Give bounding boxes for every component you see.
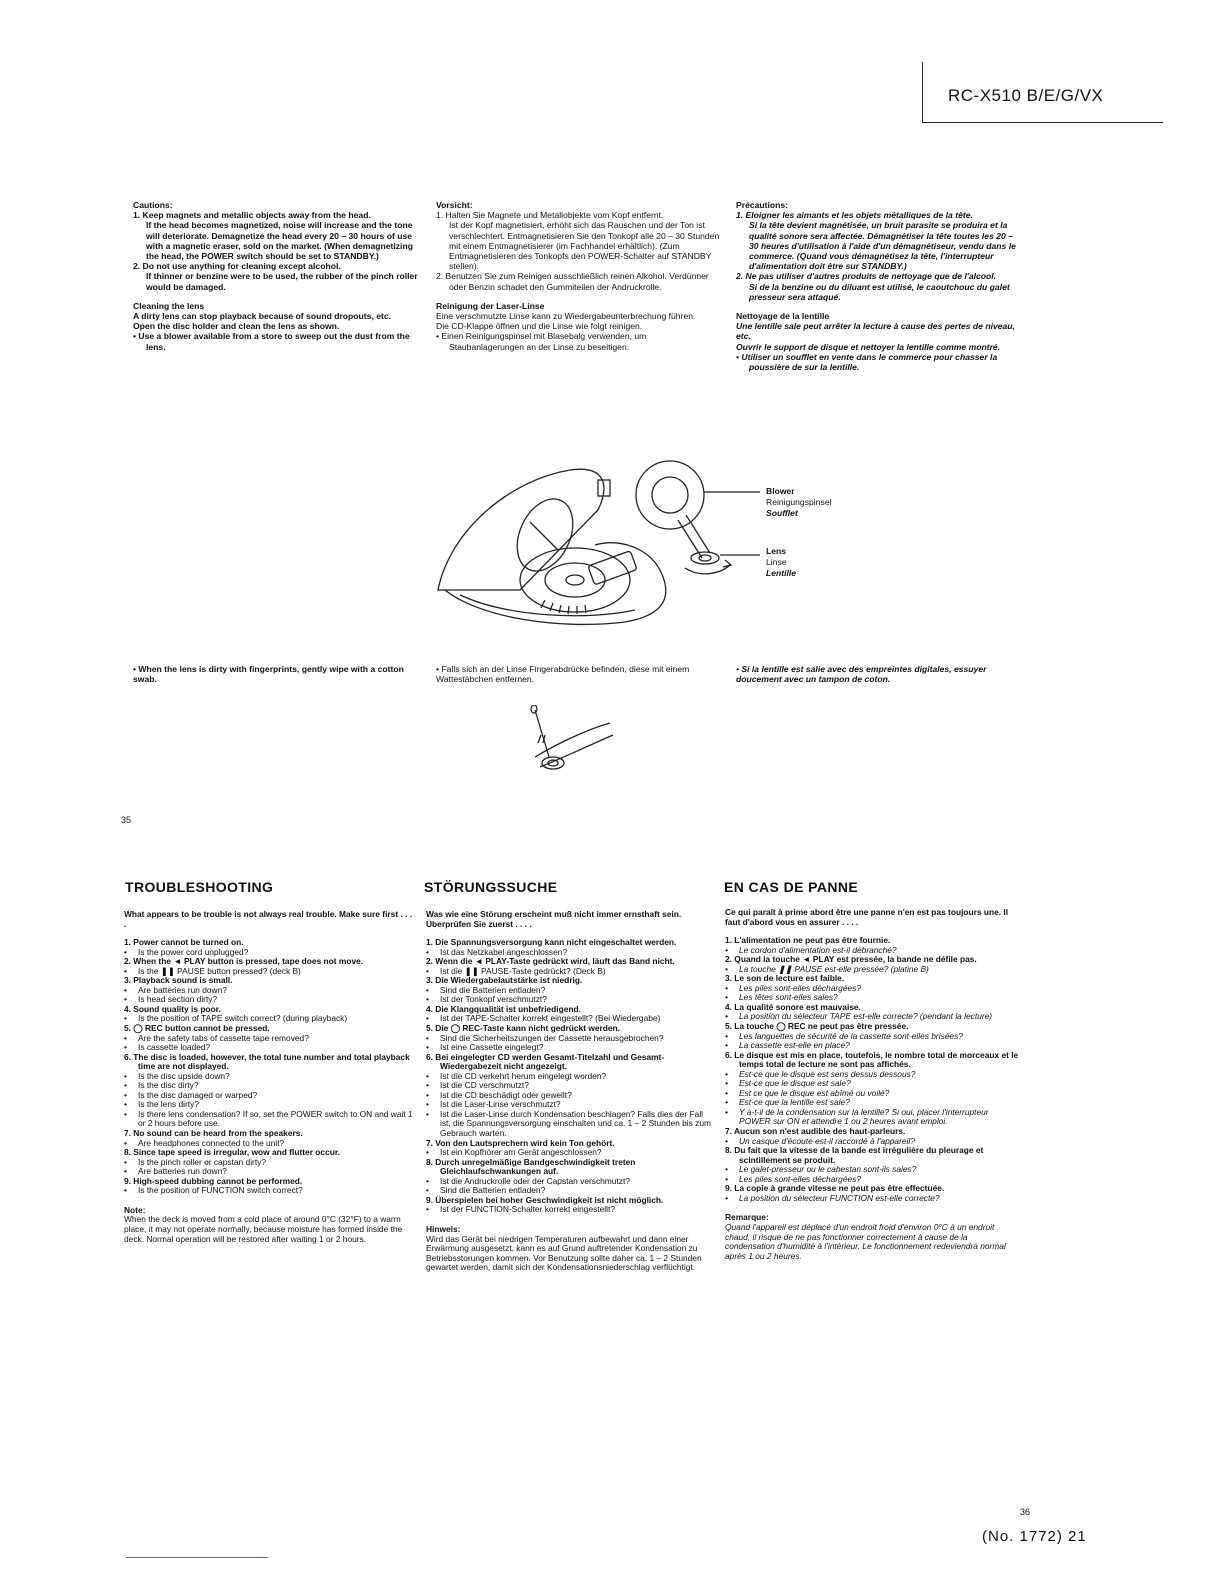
cotton-swab-illustration — [525, 705, 615, 775]
lens-label-en: Lens — [766, 546, 787, 556]
caution-item-1-detail-fr: Si la tête devient magnétisée, un bruit parasite se produira et la qualité sonore sera affectée. Démagnétiser la tête toutes les 20 – 30 heures d'utilisation à l'aide d'un démagnétiseur, vendu dans le commerce. (Quand vous démagnétisez la tête, l'interrupteur d'alimentation doit être sur STANDBY.) — [749, 220, 1016, 272]
trouble-check: • La touche ❚❚ PAUSE est-elle pressée? (platine B) — [725, 965, 1019, 975]
note-text-en: When the deck is moved from a cold place of around 0°C (32°F) to a warm place, it may not operate normally, because moisture has formed inside the deck. Normal operation will be restored after waiting 1 or 2 hours. — [124, 1214, 403, 1244]
trouble-symptom: 7. No sound can be heard from the speakers. — [124, 1128, 303, 1139]
caution-item-2-de: 2. Benutzen Sie zum Reinigen ausschließlich reinen Alkohol. Verdünner oder Benzin schadet den Gummiteilen der Andruckrolle. — [436, 271, 709, 292]
trouble-check: • Is the position of TAPE switch correct? (during playback) — [124, 1014, 414, 1024]
trouble-check: • Ist der TAPE-Schalter korrekt eingestellt? (Bei Wiedergabe) — [426, 1014, 716, 1024]
trouble-check: • Ist die Laser-Linse durch Kondensation beschlagen? Falls dies der Fall ist, die Spannungsversorgung einschalten und ca. 1 – 2 Stunden bis zum Gebrauch warten. — [426, 1110, 716, 1139]
trouble-check: • Y a-t-il de la condensation sur la lentille? Si oui, placer l'interrupteur POWER sur ON et attendre 1 ou 2 heures avant emploi. — [725, 1108, 1019, 1127]
caution-item-2-detail-en: If thinner or benzine were to be used, the rubber of the pinch roller would be damaged. — [146, 271, 418, 292]
trouble-check: • Les languettes de sécurité de la cassette sont-elles brisées? — [725, 1032, 1019, 1042]
note-title-de: Hinweis: — [426, 1223, 461, 1234]
trouble-check: • Is there lens condensation? If so, set the POWER switch to ON and wait 1 or 2 hours before use. — [124, 1110, 414, 1129]
trouble-check: • Ist eine Cassette eingelegt? — [426, 1043, 716, 1053]
trouble-check: • Is cassette loaded? — [124, 1043, 414, 1053]
trouble-check: • Ist der Tonkopf verschmutzt? — [426, 995, 716, 1005]
trouble-check: • La position du sélecteur FUNCTION est-elle correcte? — [725, 1194, 1019, 1204]
trouble-symptom: 2. When the ◄ PLAY button is pressed, tape does not move. — [124, 956, 364, 967]
troubleshooting-intro-fr: Ce qui paraît à prime abord être une panne n'en est pas toujours une. Il faut d'abord vous en assurer . . . . — [725, 907, 1009, 927]
trouble-symptom: 5. Die ◯ REC-Taste kann nicht gedrückt werden. — [426, 1023, 620, 1034]
trouble-check: • Est-ce que le disque est sens dessus dessous? — [725, 1070, 1019, 1080]
fingerprint-note-en: • When the lens is dirty with fingerprints, gently wipe with a cotton swab. — [133, 664, 404, 685]
page-number-left: 35 — [121, 815, 132, 825]
blower-label-fr: Soufflet — [766, 508, 798, 518]
troubleshooting-de — [426, 910, 716, 1273]
trouble-check: • Est ce que le disque est abîmé ou voilé? — [725, 1089, 1019, 1099]
trouble-check: • Un casque d'écoute est-il raccordé à l'appareil? — [725, 1137, 1019, 1147]
trouble-symptom: 2. Quand la touche ◄ PLAY est pressée, la bande ne défile pas. — [725, 954, 977, 965]
trouble-check: • Are the safety tabs of cassette tape removed? — [124, 1034, 414, 1044]
caution-item-1-fr: 1. Eloigner les aimants et les objets métalliques de la tête. — [736, 210, 973, 221]
troubleshooting-title-fr: EN CAS DE PANNE — [724, 879, 859, 895]
trouble-check: • Are headphones connected to the unit? — [124, 1139, 414, 1149]
trouble-check: • Is the disc dirty? — [124, 1081, 414, 1091]
lens-text-1-en: A dirty lens can stop playback because of sound dropouts, etc. — [133, 311, 392, 322]
trouble-symptom: 1. Power cannot be turned on. — [124, 937, 244, 948]
trouble-symptom: 4. Die Klangqualität ist unbefriedigend. — [426, 1003, 581, 1014]
footer-rule — [126, 1557, 268, 1558]
trouble-check: • Est-ce que le disque est sale? — [725, 1079, 1019, 1089]
trouble-check: • Ist die Andruckrolle oder der Capstan verschmutzt? — [426, 1177, 716, 1187]
trouble-check: • Ist die CD verschmutzt? — [426, 1081, 716, 1091]
trouble-symptom: 4. La qualité sonore est mauvaise. — [725, 1001, 861, 1012]
trouble-symptom: 3. Die Wiedergabelautstärke ist niedrig. — [426, 975, 583, 986]
lens-text-1-fr: Une lentille sale peut arrêter la lecture à cause des pertes de niveau, etc. — [736, 321, 1015, 342]
trouble-symptom: 3. Playback sound is small. — [124, 975, 233, 986]
trouble-check: • Are batteries run down? — [124, 1167, 414, 1177]
trouble-check: • Is the disc damaged or warped? — [124, 1091, 414, 1101]
trouble-symptom: 1. Die Spannungsversorgung kann nicht eingeschaltet werden. — [426, 937, 677, 948]
trouble-check: • Ist der FUNCTION-Schalter korrekt eingestellt? — [426, 1205, 716, 1215]
lens-text-2-de: Die CD-Klappe öffnen und die Linse wie folgt reinigen. — [436, 321, 643, 332]
troubleshooting-fr — [725, 908, 1019, 1261]
trouble-check: • Is the disc upside down? — [124, 1072, 414, 1082]
trouble-check: • Is the power cord unplugged? — [124, 948, 414, 958]
troubleshooting-title-de: STÖRUNGSSUCHE — [424, 879, 558, 895]
trouble-check: • La position du sélecteur TAPE est-elle correcte? (pendant la lecture) — [725, 1012, 1019, 1022]
trouble-check: • Est-ce que la lentille est sale? — [725, 1098, 1019, 1108]
lens-label-de: Linse — [766, 557, 787, 567]
trouble-symptom: 9. Überspielen bei hoher Geschwindigkeit ist nicht möglich. — [426, 1194, 664, 1205]
blower-label-de: Reinigungspinsel — [766, 497, 832, 507]
page-number-right: 36 — [1020, 1507, 1031, 1517]
trouble-check: • Sind die Batterien entladen? — [426, 986, 716, 996]
caution-item-1-en: 1. Keep magnets and metallic objects away from the head. — [133, 210, 371, 221]
cautions-title-fr: Précautions: — [736, 200, 789, 210]
lens-text-3-en: • Use a blower available from a store to sweep out the dust from the lens. — [133, 331, 410, 352]
cautions-title-en: Cautions: — [133, 200, 173, 210]
fingerprint-note-fr: • Si la lentille est salie avec des empreintes digitales, essuyer doucement avec un tampon de coton. — [736, 664, 987, 685]
trouble-symptom: 6. The disc is loaded, however, the total tune number and total playback time are not displayed. — [124, 1051, 410, 1072]
lens-text-3-de: • Einen Reinigungspinsel mit Blasebalg verwenden, um Staubanlagerungen an der Linse zu beseitigen. — [436, 331, 647, 352]
trouble-check: • Sind die Batterien entladen? — [426, 1186, 716, 1196]
caution-item-2-en: 2. Do not use anything for cleaning except alcohol. — [133, 261, 341, 272]
lens-text-3-fr: • Utiliser un soufflet en vente dans le commerce pour chasser la poussière de sur la lentille. — [736, 351, 998, 373]
trouble-symptom: 9. La copie à grande vitesse ne peut pas être effectuée. — [725, 1183, 945, 1194]
lens-title-de: Reinigung der Laser-Linse — [436, 300, 545, 311]
trouble-symptom: 9. High-speed dubbing cannot be performed. — [124, 1175, 303, 1186]
cautions-title-de: Vorsicht: — [436, 200, 473, 210]
fingerprint-note-de: • Falls sich an der Linse Fingerabdrücke befinden, diese mit einem Wattestäbchen entfernen. — [436, 664, 690, 685]
trouble-symptom: 6. Bei eingelegter CD werden Gesamt-Titelzahl und Gesamt-Wiedergabezeit nicht angezeigt. — [426, 1051, 665, 1072]
trouble-check: • Le galet-presseur ou le cabestan sont-ils sales? — [725, 1165, 1019, 1175]
caution-item-1-de: 1. Halten Sie Magnete und Metallobjekte vom Kopf entfernt. — [436, 210, 664, 221]
lens-text-2-en: Open the disc holder and clean the lens as shown. — [133, 321, 340, 332]
lens-label-fr: Lentille — [766, 568, 797, 578]
trouble-symptom: 5. ◯ REC button cannot be pressed. — [124, 1023, 270, 1034]
lens-title-en: Cleaning the lens — [133, 300, 205, 311]
note-text-fr: Quand l'appareil est déplacé d'un endroit froid d'environ 0°C à un endroit chaud, il risque de ne pas fonctionner correctement à cause de la condensation d'humidité à l'intérieur. Le fonctionnement redeviendra normal après 1 ou 2 heures. — [725, 1221, 1006, 1261]
trouble-check: • Ist die CD verkehrt herum eingelegt worden? — [426, 1072, 716, 1082]
troubleshooting-en — [124, 910, 414, 1244]
trouble-check: • Ist die Laser-Linse verschmutzt? — [426, 1100, 716, 1110]
trouble-check: • Is head section dirty? — [124, 995, 414, 1005]
trouble-symptom: 8. Durch unregelmäßige Bandgeschwindigkeit treten Gleichlaufschwankungen auf. — [426, 1156, 636, 1177]
trouble-symptom: 8. Since tape speed is irregular, wow and flutter occur. — [124, 1147, 340, 1158]
trouble-check: • Is the lens dirty? — [124, 1100, 414, 1110]
trouble-check: • Is the ❚❚ PAUSE button pressed? (deck B) — [124, 967, 414, 977]
document-number: (No. 1772) 21 — [982, 1528, 1087, 1545]
trouble-check: • Ist das Netzkabel angeschlossen? — [426, 948, 716, 958]
trouble-check: • Les piles sont-elles déchargées? — [725, 1175, 1019, 1185]
trouble-check: • Sind die Sicherheitszungen der Cassette herausgebrochen? — [426, 1034, 716, 1044]
caution-item-1-detail-de: Ist der Kopf magnetisiert, erhöht sich das Rauschen und der Ton ist verschlechtert. Entmagnetisieren Sie den Tonkopf alle 20 – 30 Stunden mit einem Entmagnetisierer (im Fachhandel erhältlich). (Zum Entmagnetisieren des Tonkopfs den POWER-Schalter auf STANDBY stellen). — [449, 220, 720, 272]
cautions-en — [133, 200, 421, 352]
trouble-check: • Le cordon d'alimentation est-il débranché? — [725, 946, 1019, 956]
model-number: RC-X510 B/E/G/VX — [948, 86, 1104, 105]
troubleshooting-intro-de: Was wie eine Störung erscheint muß nicht immer ernsthaft sein. Überprüfen Sie zuerst . . . . — [426, 909, 682, 929]
trouble-check: • Are batteries run down? — [124, 986, 414, 996]
trouble-symptom: 2. Wenn die ◄ PLAY-Taste gedrückt wird, läuft das Band nicht. — [426, 956, 675, 967]
caution-item-2-fr: 2. Ne pas utiliser d'autres produits de nettoyage que de l'alcool. — [736, 271, 997, 282]
cd-cleaning-illustration — [420, 440, 770, 650]
troubleshooting-list-de — [426, 938, 716, 1215]
troubleshooting-list-fr — [725, 936, 1019, 1203]
caution-item-2-detail-fr: Si de la benzine ou du diluant est utilisé, le caoutchouc du galet presseur sera attaqué. — [749, 281, 1010, 302]
cautions-de — [436, 200, 722, 352]
trouble-symptom: 3. Le son de lecture est faible. — [725, 973, 845, 984]
trouble-symptom: 1. L'alimentation ne peut pas être fournie. — [725, 935, 891, 946]
trouble-check: • Les têtes sont-elles sales? — [725, 993, 1019, 1003]
trouble-symptom: 7. Von den Lautsprechern wird kein Ton gehört. — [426, 1137, 615, 1148]
trouble-symptom: 6. Le disque est mis en place, toutefois, le nombre total de morceaux et le temps total de lecture ne sont pas affichés. — [725, 1049, 1019, 1070]
trouble-check: • La cassette est-elle en place? — [725, 1041, 1019, 1051]
troubleshooting-title-en: TROUBLESHOOTING — [125, 879, 274, 895]
trouble-check: • Ist ein Kopfhörer am Gerät angeschlossen? — [426, 1148, 716, 1158]
lens-text-1-de: Eine verschmutzte Linse kann zu Wiedergabeunterbrechung führen. — [436, 311, 696, 322]
troubleshooting-list-en — [124, 938, 414, 1196]
trouble-symptom: 8. Du fait que la vitesse de la bande est irrégulière du pleurage et scintillement se produit. — [725, 1145, 984, 1165]
lens-title-fr: Nettoyage de la lentille — [736, 311, 830, 322]
trouble-symptom: 7. Aucun son n'est audible des haut-parleurs. — [725, 1126, 906, 1137]
note-text-de: Wird das Gerät bei niedrigen Temperaturen aufbewahrt und dann einer Erwärmung ausgesetzt, kann es auf Grund auftretender Kondensation zu Betriebsstorungen kommen. Vor Benutzung sollte daher ca. 1 – 2 Stunden gewartet werden, damit sich der Kondensationsniederschlag verflüchtigt. — [426, 1233, 702, 1273]
troubleshooting-intro-en: What appears to be trouble is not always real trouble. Make sure first . . . . — [124, 909, 413, 929]
trouble-check: • Ist die CD beschädigt oder gewellt? — [426, 1091, 716, 1101]
trouble-check: • Les piles sont-elles déchargées? — [725, 984, 1019, 994]
cautions-fr — [736, 200, 1024, 372]
trouble-symptom: 4. Sound quality is poor. — [124, 1003, 221, 1014]
caution-item-1-detail-en: If the head becomes magnetized, noise will increase and the tone will deteriorate. Demagnetize the head every 20 – 30 hours of use with a magnetic eraser, sold on the market. (When demagnetizing the head, the POWER switch should be set to STANDBY.) — [146, 220, 413, 262]
trouble-check: • Ist die ❚❚ PAUSE-Taste gedrückt? (Deck B) — [426, 967, 716, 977]
trouble-check: • Is the pinch roller or capstan dirty? — [124, 1158, 414, 1168]
trouble-symptom: 5. La touche ◯ REC ne peut pas être pressée. — [725, 1021, 909, 1032]
note-title-en: Note: — [124, 1204, 146, 1215]
note-title-fr: Remarque: — [725, 1212, 769, 1223]
blower-label-en: Blower — [766, 486, 795, 496]
trouble-check: • Is the position of FUNCTION switch correct? — [124, 1186, 414, 1196]
lens-text-2-fr: Ouvrir le support de disque et nettoyer la lentille comme montré. — [736, 341, 1001, 352]
